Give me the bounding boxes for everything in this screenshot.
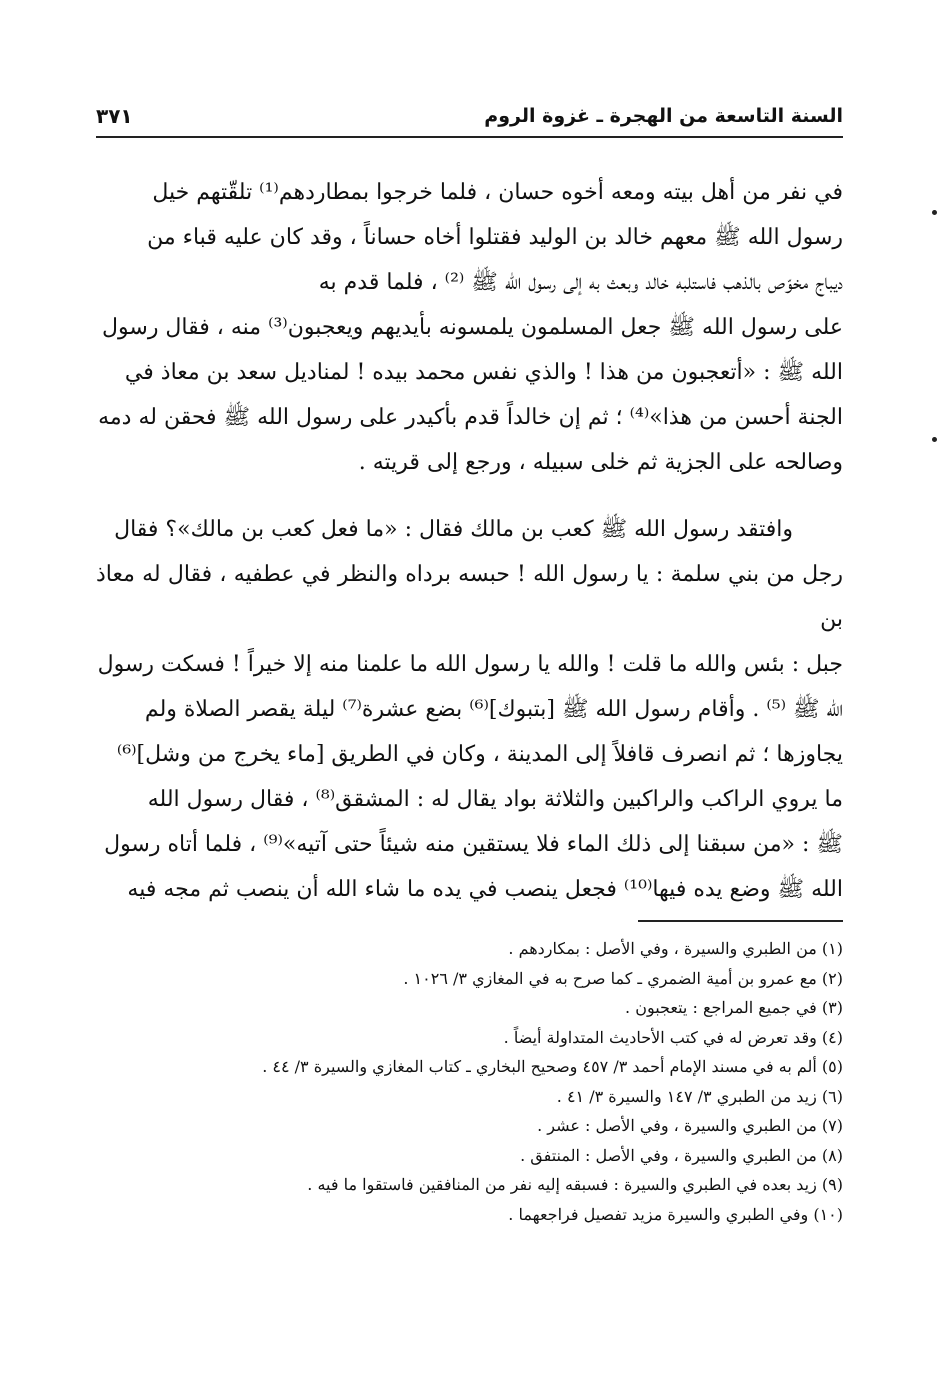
text-line: وافتقد رسول الله ﷺ كعب بن مالك فقال : «ما فعل كعب بن مالك»؟ فقال [114,517,793,542]
text-line: ديباج مخوّص بالذهب فاستلبه خالد وبعث به إلى رسول الله ﷺ ⁽²⁾ ، فلما قدم به [318,270,843,295]
footnotes [96,920,843,1229]
footnote-3: (٣) في جميع المراجع : يتعجبون . [625,998,843,1017]
margin-mark [932,210,937,215]
chapter-title: السنة التاسعة من الهجرة ـ غزوة الروم [484,105,843,127]
footnote-5: (٥) ألم به في مسند الإمام أحمد ٣/ ٤٥٧ وصحيح البخاري ـ كتاب المغازي والسيرة ٣/ ٤٤ . [262,1057,843,1076]
text-line: يجاوزها ؛ ثم انصرف قافلاً إلى المدينة ، وكان في الطريق [ماء يخرج من وشل]⁽⁶⁾ [116,742,843,767]
text-line: الله ﷺ ⁽⁵⁾ . وأقام رسول الله ﷺ [بتبوك]⁽⁶⁾ بضع عشرة⁽⁷⁾ ليلة يقصر الصلاة ولم [144,697,843,722]
running-header [96,96,843,138]
text-line: جبل : بئس والله ما قلت ! والله يا رسول الله ما علمنا منه إلا خيراً ! فسكت رسول [97,652,843,677]
text-line: رجل من بني سلمة : يا رسول الله ! حبسه برداه والنظر في عطفيه ، فقال له معاذ بن [96,562,843,632]
page-number: ٣٧١ [96,104,133,128]
footnote-1: (١) من الطبري والسيرة ، وفي الأصل : بمكاردهم . [508,939,843,958]
text-line: على رسول الله ﷺ جعل المسلمون يلمسونه بأيديهم ويعجبون⁽³⁾ منه ، فقال رسول [102,315,843,340]
text-line: الله ﷺ : «أتعجبون من هذا ! والذي نفس محمد بيده ! لمناديل سعد بن معاذ في [124,360,843,385]
footnote-10: (١٠) وفي الطبري والسيرة مزيد تفصيل فراجعهما . [508,1204,843,1224]
text-line: ﷺ : «من سبقنا إلى ذلك الماء فلا يستقين منه شيئاً حتى آتيه»⁽⁹⁾ ، فلما أتاه رسول [104,832,843,857]
text-line: ما يروي الراكب والراكبين والثلاثة بواد يقال له : المشقق⁽⁸⁾ ، فقال رسول الله [147,787,843,812]
margin-mark [932,437,937,442]
paragraph-2 [96,507,843,912]
footnote-9: (٩) زيد بعده في الطبري والسيرة : فسبقه إليه نفر من المنافقين فاستقوا ما فيه . [307,1175,843,1194]
footnote-divider [638,920,843,922]
footnote-2: (٢) مع عمرو بن أمية الضمري ـ كما صرح به في المغازي ٣/ ١٠٢٦ . [403,968,843,988]
text-line: وصالحه على الجزية ثم خلى سبيله ، ورجع إلى قريته . [358,450,843,475]
footnote-8: (٨) من الطبري والسيرة ، وفي الأصل : المنتفق . [520,1145,843,1165]
footnote-7: (٧) من الطبري والسيرة ، وفي الأصل : عشر . [537,1116,843,1135]
body-text [96,170,843,934]
text-line: الجنة أحسن من هذا»⁽⁴⁾ ؛ ثم إن خالداً قدم بأكيدر على رسول الله ﷺ فحقن له دمه [98,405,843,430]
paragraph-1 [96,170,843,485]
text-line: رسول الله ﷺ معهم خالد بن الوليد فقتلوا أخاه حساناً ، وقد كان عليه قباء من [147,225,843,250]
text-line: الله ﷺ وضع يده فيها⁽¹⁰⁾ فجعل ينصب في يده ما شاء الله أن ينصب ثم مجه فيه [127,877,843,902]
footnote-6: (٦) زيد من الطبري ٣/ ١٤٧ والسيرة ٣/ ٤١ . [556,1086,843,1106]
footnote-4: (٤) وقد تعرض له في كتب الأحاديث المتداولة أيضاً . [503,1027,843,1047]
text-line: في نفر من أهل بيته ومعه أخوه حسان ، فلما خرجوا بمطاردهم⁽¹⁾ تلقّتهم خيل [152,180,843,205]
